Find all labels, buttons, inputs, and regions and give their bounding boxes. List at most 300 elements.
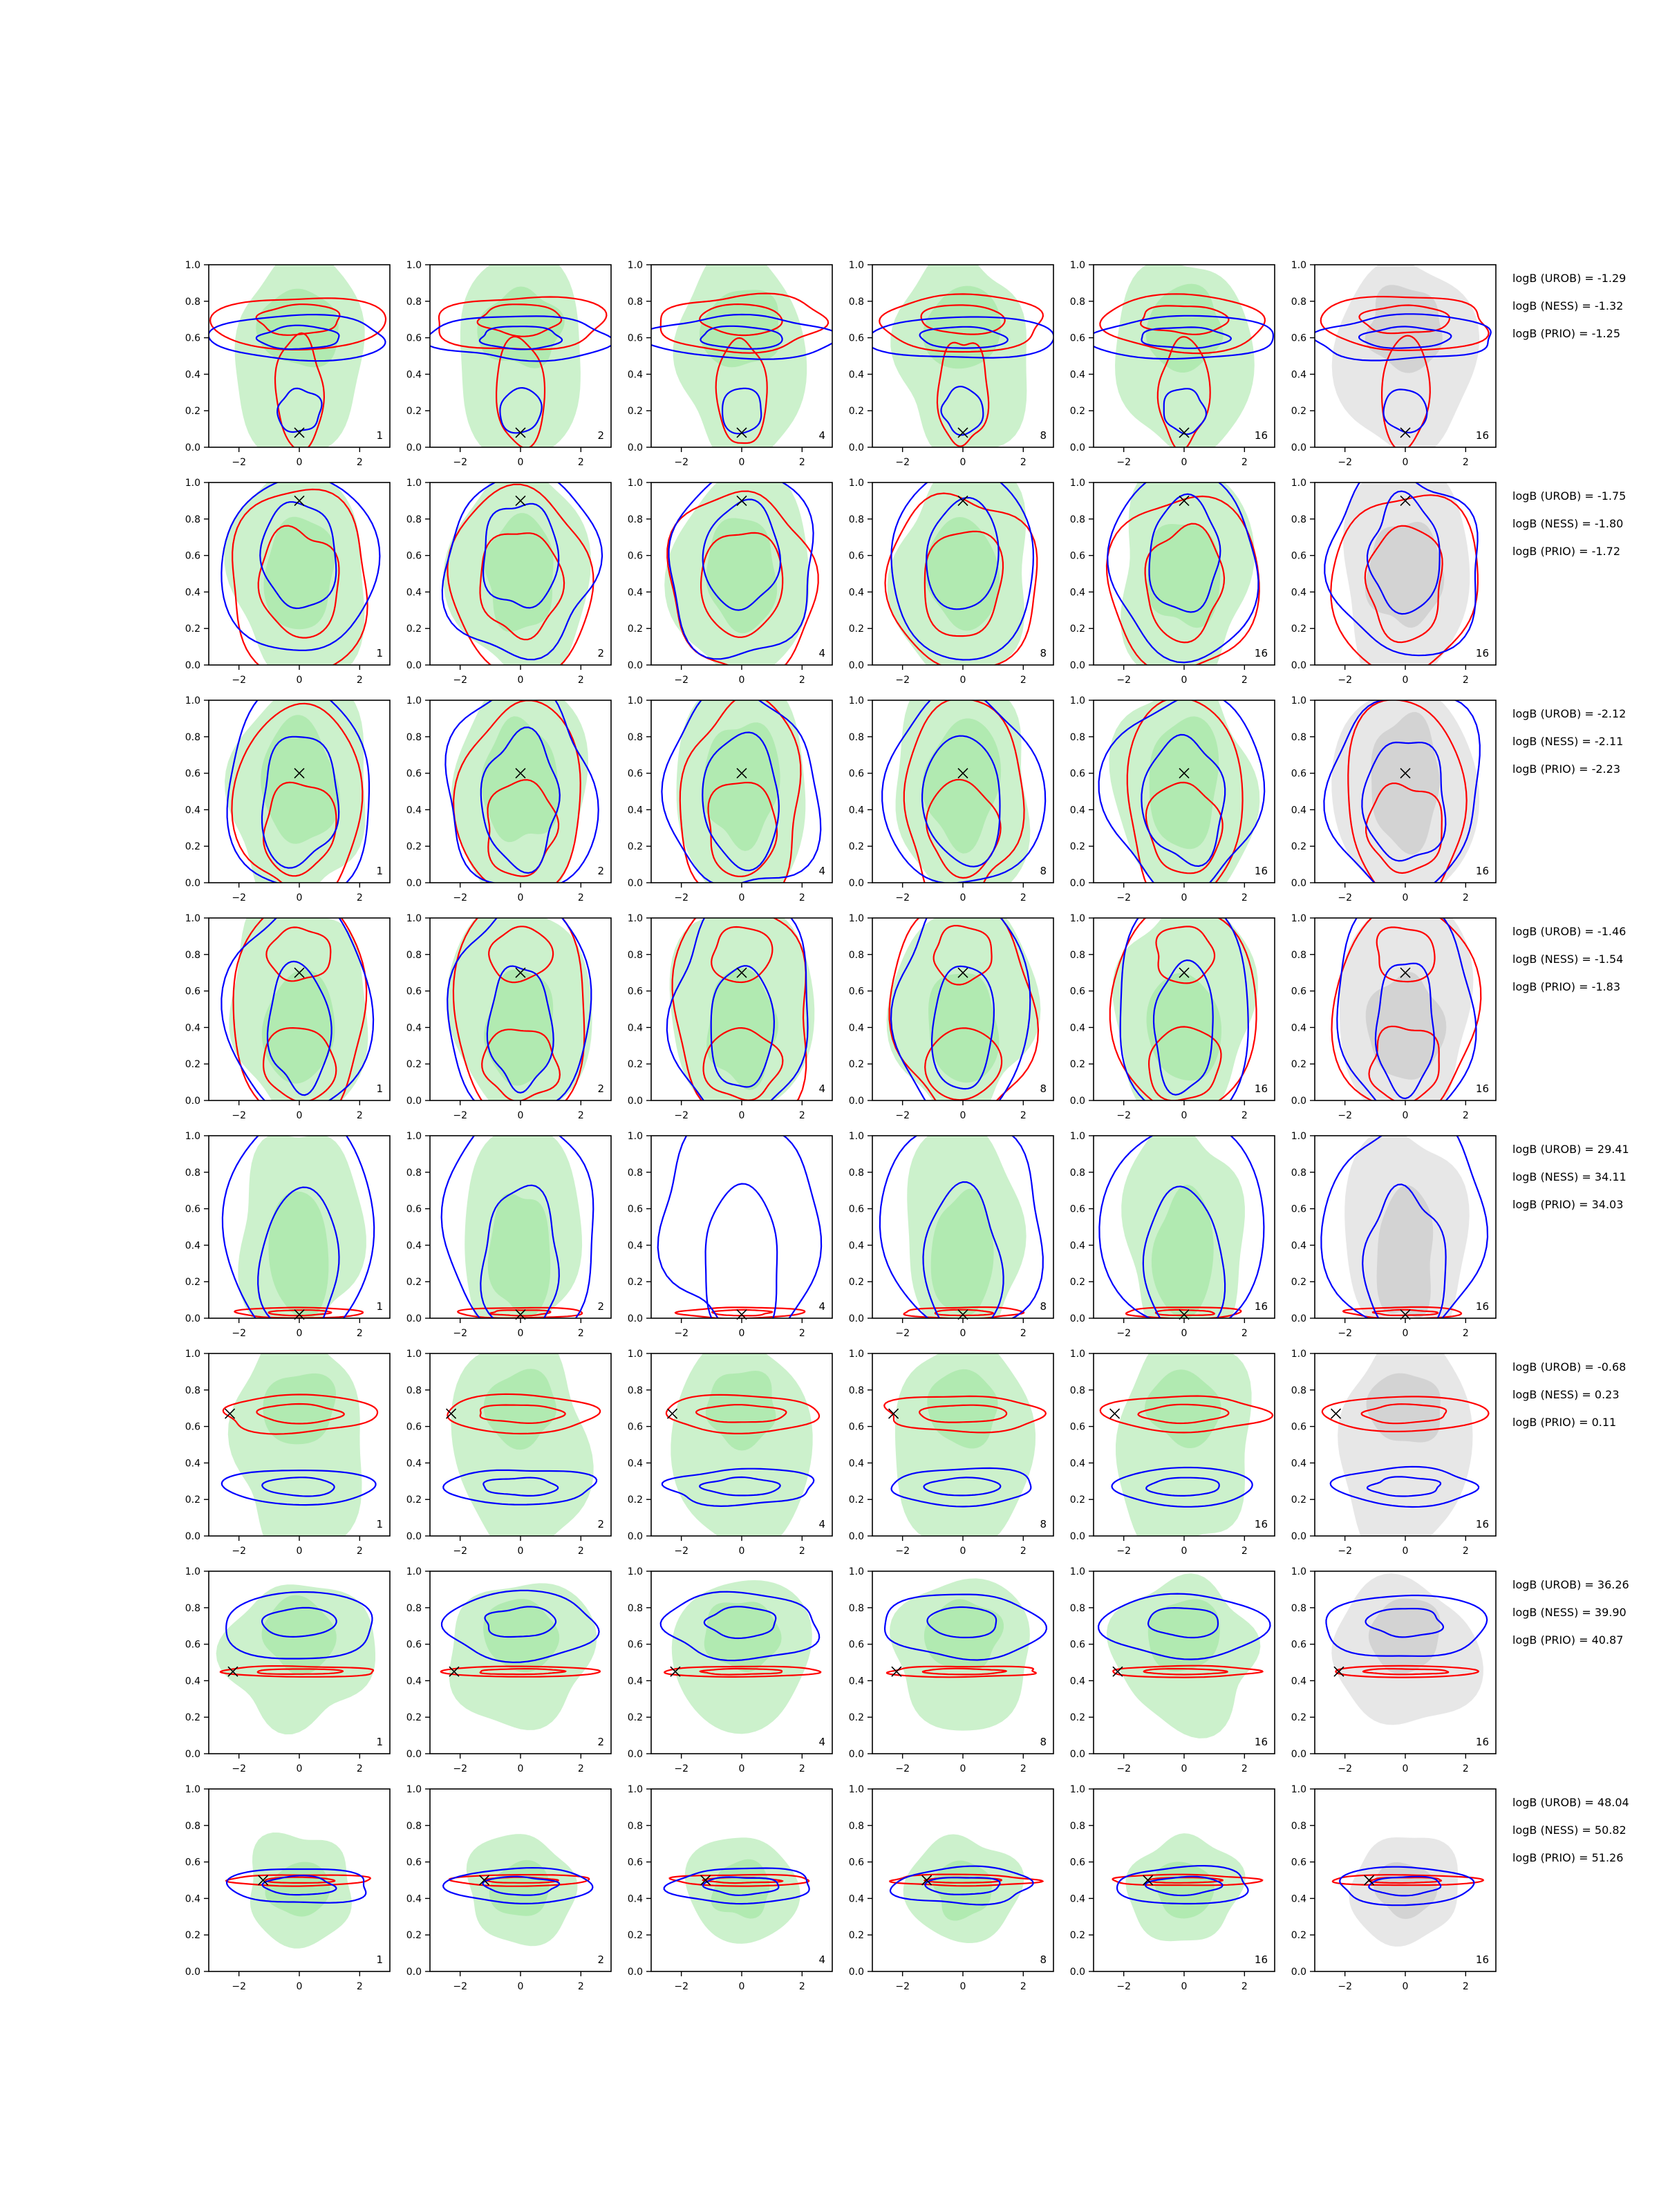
y-tick-label: 1.0 <box>848 913 864 924</box>
y-tick-label: 0.0 <box>627 442 643 453</box>
y-tick-label: 0.0 <box>627 660 643 671</box>
logb-label: logB (UROB) = -0.68 <box>1512 1360 1627 1374</box>
x-tick-label: −2 <box>674 457 688 468</box>
x-tick-label: 2 <box>356 1981 363 1992</box>
y-tick-label: 1.0 <box>627 1349 643 1360</box>
logb-label: logB (PRIO) = -1.72 <box>1512 545 1620 558</box>
y-tick-label: 0.6 <box>627 986 643 997</box>
y-tick-label: 1.0 <box>185 1566 200 1577</box>
logb-label: logB (NESS) = -1.54 <box>1512 953 1624 966</box>
y-tick-label: 0.0 <box>848 1531 864 1542</box>
y-tick-label: 0.6 <box>627 1421 643 1433</box>
x-tick-label: 0 <box>1181 457 1188 468</box>
x-tick-label: 0 <box>1402 1981 1409 1992</box>
y-tick-label: 0.4 <box>185 1893 200 1905</box>
x-tick-label: 2 <box>798 1546 805 1557</box>
y-tick-label: 0.0 <box>848 878 864 889</box>
x-tick-label: 2 <box>577 1981 584 1992</box>
y-tick-label: 0.0 <box>1291 1531 1306 1542</box>
y-tick-label: 0.6 <box>627 1857 643 1868</box>
y-tick-label: 1.0 <box>185 695 200 706</box>
x-tick-label: 2 <box>798 1763 805 1774</box>
y-tick-label: 0.4 <box>627 587 643 599</box>
y-tick-label: 0.6 <box>848 1203 864 1215</box>
y-tick-label: 1.0 <box>1069 1784 1085 1795</box>
x-tick-label: 2 <box>356 1763 363 1774</box>
y-tick-label: 1.0 <box>627 1784 643 1795</box>
y-tick-label: 1.0 <box>406 913 422 924</box>
y-tick-label: 0.8 <box>627 1602 643 1614</box>
panel-count-label: 16 <box>1254 1953 1268 1966</box>
y-tick-label: 0.6 <box>848 986 864 997</box>
panel-count-label: 16 <box>1475 1082 1489 1095</box>
x-tick-label: 0 <box>296 1763 303 1774</box>
y-tick-label: 1.0 <box>1069 478 1085 489</box>
y-tick-label: 0.4 <box>848 369 864 381</box>
x-tick-label: 2 <box>1241 1546 1248 1557</box>
x-tick-label: 0 <box>738 1110 745 1121</box>
x-tick-label: −2 <box>1116 1110 1131 1121</box>
x-tick-label: 2 <box>798 1328 805 1339</box>
y-tick-label: 0.4 <box>627 805 643 816</box>
x-tick-label: 2 <box>577 1328 584 1339</box>
y-tick-label: 1.0 <box>627 478 643 489</box>
logb-label: logB (PRIO) = 34.03 <box>1512 1198 1624 1211</box>
y-tick-label: 0.4 <box>1069 369 1085 381</box>
x-tick-label: 2 <box>1462 457 1469 468</box>
x-tick-label: −2 <box>1338 1981 1352 1992</box>
x-tick-label: 2 <box>1241 1328 1248 1339</box>
y-tick-label: 0.4 <box>1069 1893 1085 1905</box>
y-tick-label: 0.4 <box>185 369 200 381</box>
y-tick-label: 0.4 <box>406 1240 422 1252</box>
panel-count-label: 16 <box>1254 1300 1268 1313</box>
y-tick-label: 0.8 <box>627 514 643 525</box>
y-tick-label: 0.8 <box>848 1385 864 1396</box>
y-tick-label: 0.8 <box>406 1167 422 1179</box>
panel-count-label: 1 <box>376 1300 383 1313</box>
y-tick-label: 0.4 <box>1291 1893 1306 1905</box>
y-tick-label: 0.0 <box>406 1313 422 1324</box>
y-tick-label: 0.2 <box>406 1494 422 1506</box>
y-tick-label: 0.0 <box>1291 878 1306 889</box>
panel-count-label: 1 <box>376 1953 383 1966</box>
panel-count-label: 2 <box>597 1518 604 1530</box>
x-tick-label: 2 <box>1462 1546 1469 1557</box>
x-tick-label: 2 <box>798 457 805 468</box>
x-tick-label: 0 <box>1402 1763 1409 1774</box>
y-tick-label: 1.0 <box>848 1349 864 1360</box>
panel-count-label: 16 <box>1475 1736 1489 1748</box>
x-tick-label: −2 <box>895 1981 910 1992</box>
y-tick-label: 0.8 <box>185 1167 200 1179</box>
panel-count-label: 2 <box>597 1736 604 1748</box>
x-tick-label: 2 <box>1020 675 1027 686</box>
y-tick-label: 0.6 <box>848 768 864 780</box>
y-tick-label: 0.4 <box>1069 1676 1085 1687</box>
y-tick-label: 0.2 <box>627 1059 643 1071</box>
y-tick-label: 1.0 <box>1291 478 1306 489</box>
panel-count-label: 16 <box>1475 1518 1489 1530</box>
y-tick-label: 0.4 <box>627 369 643 381</box>
x-tick-label: 0 <box>517 1328 524 1339</box>
x-tick-label: −2 <box>1116 892 1131 903</box>
y-tick-label: 1.0 <box>185 1131 200 1142</box>
y-tick-label: 0.8 <box>406 731 422 743</box>
panel-count-label: 2 <box>597 1300 604 1313</box>
y-tick-label: 0.4 <box>1291 1458 1306 1470</box>
logb-label: logB (PRIO) = 51.26 <box>1512 1851 1624 1864</box>
y-tick-label: 0.0 <box>185 1967 200 1978</box>
y-tick-label: 0.8 <box>848 731 864 743</box>
x-tick-label: 0 <box>517 1110 524 1121</box>
y-tick-label: 0.4 <box>1291 369 1306 381</box>
panel-count-label: 4 <box>818 429 825 442</box>
y-tick-label: 0.2 <box>185 1712 200 1724</box>
y-tick-label: 0.6 <box>1069 768 1085 780</box>
panel-count-label: 4 <box>818 1518 825 1530</box>
y-tick-label: 1.0 <box>1291 913 1306 924</box>
x-tick-label: 2 <box>1020 457 1027 468</box>
y-tick-label: 1.0 <box>185 1784 200 1795</box>
x-tick-label: −2 <box>1116 1328 1131 1339</box>
y-tick-label: 0.6 <box>627 1639 643 1651</box>
y-tick-label: 1.0 <box>185 1349 200 1360</box>
logb-label: logB (UROB) = 48.04 <box>1512 1796 1629 1809</box>
y-tick-label: 0.8 <box>1291 949 1306 961</box>
x-tick-label: 2 <box>798 1110 805 1121</box>
x-tick-label: −2 <box>1338 892 1352 903</box>
x-tick-label: −2 <box>895 457 910 468</box>
panel-count-label: 2 <box>597 647 604 659</box>
y-tick-label: 0.2 <box>185 624 200 635</box>
y-tick-label: 0.6 <box>406 550 422 562</box>
y-tick-label: 0.0 <box>627 1967 643 1978</box>
logb-label: logB (PRIO) = 40.87 <box>1512 1633 1624 1647</box>
y-tick-label: 1.0 <box>185 478 200 489</box>
y-tick-label: 0.0 <box>1069 878 1085 889</box>
y-tick-label: 0.0 <box>848 442 864 453</box>
x-tick-label: 2 <box>1462 1981 1469 1992</box>
y-tick-label: 0.0 <box>185 1096 200 1107</box>
logb-label: logB (UROB) = 36.26 <box>1512 1578 1629 1591</box>
y-tick-label: 0.0 <box>406 1967 422 1978</box>
panel-count-label: 16 <box>1254 1082 1268 1095</box>
panel-count-label: 16 <box>1254 647 1268 659</box>
y-tick-label: 0.2 <box>1069 406 1085 418</box>
x-tick-label: 0 <box>738 675 745 686</box>
y-tick-label: 1.0 <box>1069 260 1085 271</box>
y-tick-label: 0.4 <box>627 1676 643 1687</box>
logb-label: logB (UROB) = -1.29 <box>1512 272 1627 285</box>
y-tick-label: 0.0 <box>1291 442 1306 453</box>
x-tick-label: 2 <box>577 1110 584 1121</box>
x-tick-label: 0 <box>296 1110 303 1121</box>
y-tick-label: 0.2 <box>406 1712 422 1724</box>
x-tick-label: −2 <box>453 892 467 903</box>
x-tick-label: 2 <box>1462 1763 1469 1774</box>
x-tick-label: 2 <box>1241 1981 1248 1992</box>
y-tick-label: 0.4 <box>406 1893 422 1905</box>
panel-count-label: 16 <box>1475 865 1489 877</box>
y-tick-label: 1.0 <box>1069 1131 1085 1142</box>
y-tick-label: 0.0 <box>406 660 422 671</box>
y-tick-label: 0.0 <box>185 1531 200 1542</box>
y-tick-label: 0.8 <box>1291 296 1306 308</box>
y-tick-label: 0.8 <box>1069 514 1085 525</box>
y-tick-label: 1.0 <box>406 695 422 706</box>
y-tick-label: 1.0 <box>627 260 643 271</box>
logb-label: logB (NESS) = 0.23 <box>1512 1388 1620 1401</box>
y-tick-label: 1.0 <box>627 695 643 706</box>
x-tick-label: −2 <box>453 1981 467 1992</box>
y-tick-label: 0.8 <box>1291 514 1306 525</box>
x-tick-label: 0 <box>738 1546 745 1557</box>
logb-label: logB (PRIO) = -1.83 <box>1512 980 1620 993</box>
panel-count-label: 16 <box>1475 647 1489 659</box>
y-tick-label: 0.8 <box>1069 1385 1085 1396</box>
y-tick-label: 0.4 <box>848 805 864 816</box>
y-tick-label: 0.4 <box>185 587 200 599</box>
y-tick-label: 0.4 <box>1069 1022 1085 1034</box>
y-tick-label: 0.4 <box>1069 1458 1085 1470</box>
y-tick-label: 0.2 <box>627 1277 643 1288</box>
y-tick-label: 0.0 <box>848 660 864 671</box>
y-tick-label: 0.6 <box>1069 1857 1085 1868</box>
x-tick-label: 0 <box>959 1110 966 1121</box>
logb-label: logB (NESS) = -2.11 <box>1512 735 1624 748</box>
y-tick-label: 0.6 <box>627 1203 643 1215</box>
panel-count-label: 8 <box>1040 429 1047 442</box>
panel-count-label: 8 <box>1040 865 1047 877</box>
y-tick-label: 0.8 <box>627 949 643 961</box>
x-tick-label: 2 <box>356 1328 363 1339</box>
y-tick-label: 0.4 <box>185 1458 200 1470</box>
panel-count-label: 8 <box>1040 1300 1047 1313</box>
y-tick-label: 0.2 <box>185 841 200 853</box>
y-tick-label: 0.6 <box>185 332 200 344</box>
y-tick-label: 0.0 <box>1291 660 1306 671</box>
y-tick-label: 0.2 <box>1069 841 1085 853</box>
panel-count-label: 1 <box>376 429 383 442</box>
y-tick-label: 0.4 <box>848 1458 864 1470</box>
y-tick-label: 0.6 <box>1291 550 1306 562</box>
y-tick-label: 0.0 <box>1069 1749 1085 1760</box>
logb-label: logB (PRIO) = -1.25 <box>1512 327 1620 340</box>
y-tick-label: 0.8 <box>627 1385 643 1396</box>
panel-count-label: 8 <box>1040 647 1047 659</box>
y-tick-label: 0.2 <box>1291 406 1306 418</box>
y-tick-label: 0.6 <box>1069 1421 1085 1433</box>
x-tick-label: 2 <box>1020 1546 1027 1557</box>
x-tick-label: 0 <box>1181 675 1188 686</box>
x-tick-label: −2 <box>895 1546 910 1557</box>
y-tick-label: 0.8 <box>185 1602 200 1614</box>
y-tick-label: 0.0 <box>406 878 422 889</box>
y-tick-label: 1.0 <box>1291 260 1306 271</box>
x-tick-label: 0 <box>517 457 524 468</box>
y-tick-label: 0.2 <box>627 841 643 853</box>
panel-count-label: 8 <box>1040 1953 1047 1966</box>
panel-count-label: 4 <box>818 1953 825 1966</box>
panel-count-label: 4 <box>818 865 825 877</box>
y-tick-label: 0.0 <box>848 1749 864 1760</box>
y-tick-label: 0.6 <box>1069 1639 1085 1651</box>
x-tick-label: 2 <box>1462 892 1469 903</box>
y-tick-label: 1.0 <box>406 478 422 489</box>
x-tick-label: −2 <box>453 457 467 468</box>
y-tick-label: 0.0 <box>627 1749 643 1760</box>
x-tick-label: −2 <box>895 892 910 903</box>
x-tick-label: 0 <box>1181 892 1188 903</box>
y-tick-label: 1.0 <box>406 260 422 271</box>
panel-count-label: 2 <box>597 1953 604 1966</box>
x-tick-label: 0 <box>738 1328 745 1339</box>
x-tick-label: 2 <box>577 1546 584 1557</box>
x-tick-label: 2 <box>577 892 584 903</box>
y-tick-label: 0.0 <box>185 878 200 889</box>
x-tick-label: 0 <box>738 1981 745 1992</box>
x-tick-label: −2 <box>1116 1981 1131 1992</box>
y-tick-label: 1.0 <box>627 1566 643 1577</box>
y-tick-label: 0.2 <box>1291 1712 1306 1724</box>
y-tick-label: 0.6 <box>1291 768 1306 780</box>
x-tick-label: −2 <box>232 1328 246 1339</box>
y-tick-label: 0.0 <box>627 878 643 889</box>
y-tick-label: 1.0 <box>1069 1566 1085 1577</box>
y-tick-label: 1.0 <box>406 1131 422 1142</box>
x-tick-label: −2 <box>674 1546 688 1557</box>
y-tick-label: 0.8 <box>1069 296 1085 308</box>
x-tick-label: −2 <box>674 1328 688 1339</box>
y-tick-label: 0.2 <box>848 1712 864 1724</box>
x-tick-label: 2 <box>1241 1110 1248 1121</box>
logb-label: logB (UROB) = -1.46 <box>1512 925 1627 938</box>
x-tick-label: 2 <box>1241 457 1248 468</box>
x-tick-label: 2 <box>1241 1763 1248 1774</box>
x-tick-label: 0 <box>517 675 524 686</box>
y-tick-label: 0.0 <box>406 442 422 453</box>
y-tick-label: 0.2 <box>1291 1277 1306 1288</box>
y-tick-label: 1.0 <box>1291 1349 1306 1360</box>
x-tick-label: 2 <box>798 892 805 903</box>
panel-count-label: 16 <box>1254 429 1268 442</box>
y-tick-label: 0.2 <box>627 1930 643 1942</box>
y-tick-label: 1.0 <box>185 260 200 271</box>
y-tick-label: 0.0 <box>185 660 200 671</box>
y-tick-label: 0.6 <box>185 768 200 780</box>
y-tick-label: 0.2 <box>1291 624 1306 635</box>
y-tick-label: 1.0 <box>848 478 864 489</box>
y-tick-label: 0.0 <box>1069 1967 1085 1978</box>
y-tick-label: 1.0 <box>1069 695 1085 706</box>
x-tick-label: −2 <box>232 675 246 686</box>
y-tick-label: 0.6 <box>848 550 864 562</box>
y-tick-label: 1.0 <box>406 1784 422 1795</box>
y-tick-label: 0.6 <box>848 1639 864 1651</box>
y-tick-label: 0.6 <box>185 550 200 562</box>
x-tick-label: 2 <box>1241 675 1248 686</box>
y-tick-label: 0.2 <box>185 1059 200 1071</box>
x-tick-label: −2 <box>1116 1546 1131 1557</box>
y-tick-label: 0.8 <box>406 1385 422 1396</box>
y-tick-label: 0.4 <box>185 1022 200 1034</box>
y-tick-label: 0.8 <box>848 1820 864 1832</box>
y-tick-label: 0.6 <box>1291 1639 1306 1651</box>
y-tick-label: 0.2 <box>406 624 422 635</box>
y-tick-label: 0.2 <box>848 1059 864 1071</box>
x-tick-label: −2 <box>895 1110 910 1121</box>
x-tick-label: −2 <box>674 1110 688 1121</box>
x-tick-label: 0 <box>959 1763 966 1774</box>
x-tick-label: −2 <box>453 1110 467 1121</box>
y-tick-label: 0.8 <box>1069 1167 1085 1179</box>
y-tick-label: 0.8 <box>1291 1385 1306 1396</box>
logb-label: logB (PRIO) = 0.11 <box>1512 1416 1617 1429</box>
y-tick-label: 0.8 <box>1291 1820 1306 1832</box>
x-tick-label: 2 <box>356 1110 363 1121</box>
y-tick-label: 0.2 <box>1069 1059 1085 1071</box>
y-tick-label: 0.6 <box>406 1203 422 1215</box>
y-tick-label: 0.2 <box>1291 841 1306 853</box>
x-tick-label: 0 <box>959 1328 966 1339</box>
x-tick-label: 2 <box>798 675 805 686</box>
panel-count-label: 16 <box>1254 1518 1268 1530</box>
y-tick-label: 0.6 <box>185 1421 200 1433</box>
y-tick-label: 1.0 <box>848 1566 864 1577</box>
y-tick-label: 0.6 <box>1069 1203 1085 1215</box>
y-tick-label: 0.4 <box>406 1022 422 1034</box>
y-tick-label: 0.4 <box>1069 587 1085 599</box>
y-tick-label: 0.2 <box>1069 1277 1085 1288</box>
y-tick-label: 0.2 <box>627 624 643 635</box>
y-tick-label: 0.2 <box>848 406 864 418</box>
y-tick-label: 0.6 <box>406 986 422 997</box>
y-tick-label: 0.2 <box>627 1494 643 1506</box>
x-tick-label: 0 <box>296 457 303 468</box>
panel-count-label: 16 <box>1475 1953 1489 1966</box>
panel-count-label: 1 <box>376 647 383 659</box>
logb-label: logB (UROB) = 29.41 <box>1512 1143 1629 1156</box>
y-tick-label: 1.0 <box>1069 913 1085 924</box>
x-tick-label: 2 <box>1462 675 1469 686</box>
y-tick-label: 0.4 <box>406 587 422 599</box>
y-tick-label: 0.8 <box>185 731 200 743</box>
y-tick-label: 0.0 <box>406 1531 422 1542</box>
y-tick-label: 1.0 <box>1291 1784 1306 1795</box>
y-tick-label: 0.4 <box>627 1458 643 1470</box>
panel-count-label: 4 <box>818 1736 825 1748</box>
x-tick-label: 2 <box>1020 1763 1027 1774</box>
x-tick-label: −2 <box>674 1763 688 1774</box>
x-tick-label: 0 <box>1402 457 1409 468</box>
y-tick-label: 0.8 <box>406 949 422 961</box>
y-tick-label: 0.6 <box>1069 550 1085 562</box>
panel-count-label: 16 <box>1254 865 1268 877</box>
x-tick-label: 2 <box>1020 1110 1027 1121</box>
y-tick-label: 1.0 <box>848 1784 864 1795</box>
y-tick-label: 0.4 <box>406 369 422 381</box>
y-tick-label: 0.0 <box>406 1096 422 1107</box>
y-tick-label: 0.2 <box>1069 1930 1085 1942</box>
y-tick-label: 0.4 <box>1069 805 1085 816</box>
logb-label: logB (NESS) = 34.11 <box>1512 1170 1627 1183</box>
y-tick-label: 0.6 <box>406 332 422 344</box>
x-tick-label: 0 <box>1402 1110 1409 1121</box>
x-tick-label: 2 <box>1020 1328 1027 1339</box>
y-tick-label: 0.8 <box>1069 1820 1085 1832</box>
y-tick-label: 0.4 <box>185 1676 200 1687</box>
